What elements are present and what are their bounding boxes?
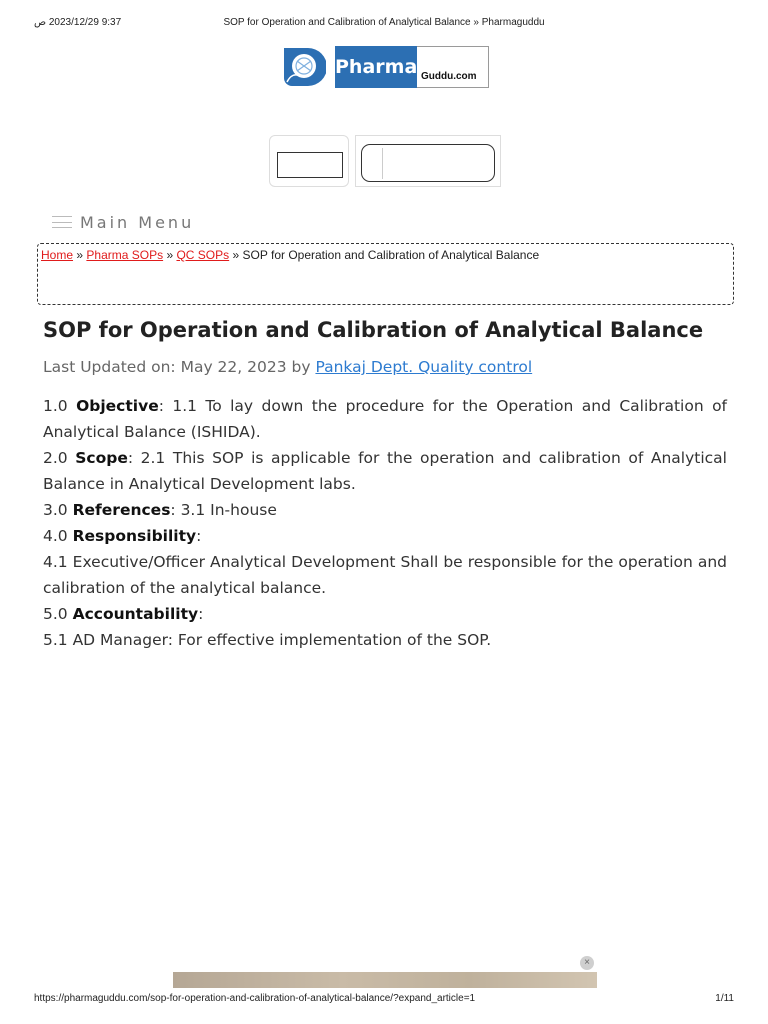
breadcrumb-home-link[interactable]: Home	[41, 248, 74, 262]
search-button[interactable]	[361, 144, 495, 182]
breadcrumb-current: SOP for Operation and Calibration of Analytical Balance	[242, 248, 540, 262]
close-icon[interactable]: ×	[580, 956, 594, 970]
logo-brand-primary: Pharma	[335, 46, 417, 88]
print-header	[0, 17, 768, 31]
breadcrumb-separator: »	[76, 248, 84, 262]
search-input[interactable]	[277, 152, 343, 178]
search-input-container	[269, 135, 349, 187]
breadcrumb	[37, 243, 734, 305]
last-updated: Last Updated on: May 22, 2023 by	[43, 358, 311, 376]
article-title: SOP for Operation and Calibration of Analytical Balance	[43, 318, 704, 342]
section-heading: References	[72, 501, 171, 519]
section-objective: 1.0 Objective: 1.1 To lay down the procedure for the Operation and Calibration of Analytical Balance (ISHIDA).	[43, 397, 728, 441]
section-heading: Scope	[75, 449, 128, 467]
section-accountability: 5.0 Accountability:	[43, 605, 204, 623]
section-text: : 3.1 In-house	[170, 501, 277, 519]
main-menu-toggle[interactable]	[52, 211, 194, 233]
ad-banner[interactable]	[173, 972, 597, 988]
section-scope: 2.0 Scope: 2.1 This SOP is applicable for the operation and calibration of Analytical Balance in Analytical Development labs.	[43, 449, 727, 493]
section-text: :	[198, 605, 204, 623]
breadcrumb-separator: »	[232, 248, 240, 262]
page-number: 1/11	[715, 993, 734, 1004]
section-responsibility: 4.0 Responsibility:	[43, 527, 202, 545]
section-text: :	[196, 527, 202, 545]
section-heading: Accountability	[72, 605, 199, 623]
article-meta	[43, 358, 532, 376]
breadcrumb-qc-sops-link[interactable]: QC SOPs	[176, 248, 230, 262]
section-responsibility-detail: 4.1 Executive/Officer Analytical Development Shall be responsible for the operation and calibration of the analytical balance.	[43, 553, 727, 597]
search-button-container	[355, 135, 501, 187]
article-body	[43, 393, 727, 653]
breadcrumb-separator: »	[166, 248, 174, 262]
section-text: : 1.1 To lay down the procedure for the Operation and Calibration of Analytical Balance (ISHIDA).	[43, 397, 728, 441]
print-page-title: SOP for Operation and Calibration of Analytical Balance » Pharmaguddu	[223, 17, 545, 28]
author-link[interactable]: Pankaj Dept. Quality control	[315, 358, 533, 376]
main-menu-label: Main Menu	[80, 212, 195, 232]
section-references: 3.0 References: 3.1 In-house	[43, 501, 277, 519]
print-datetime: 9:37 2023/12/29 ص	[34, 17, 122, 28]
section-text: : 2.1 This SOP is applicable for the operation and calibration of Analytical Balance in Analytical Development labs.	[43, 449, 727, 493]
pharma-leaf-icon	[278, 42, 326, 90]
section-heading: Objective	[76, 397, 159, 415]
site-logo[interactable]	[278, 42, 490, 90]
print-url: https://pharmaguddu.com/sop-for-operation-and-calibration-of-analytical-balance/?expand_article=1	[34, 993, 476, 1004]
section-heading: Responsibility	[72, 527, 197, 545]
breadcrumb-pharma-sops-link[interactable]: Pharma SOPs	[86, 248, 164, 262]
hamburger-icon	[52, 216, 72, 228]
logo-brand-secondary: Guddu.com	[417, 46, 489, 88]
print-footer	[0, 993, 768, 1007]
section-accountability-detail: 5.1 AD Manager: For effective implementation of the SOP.	[43, 631, 492, 649]
search-button-divider	[382, 148, 383, 179]
search-form	[267, 133, 503, 189]
